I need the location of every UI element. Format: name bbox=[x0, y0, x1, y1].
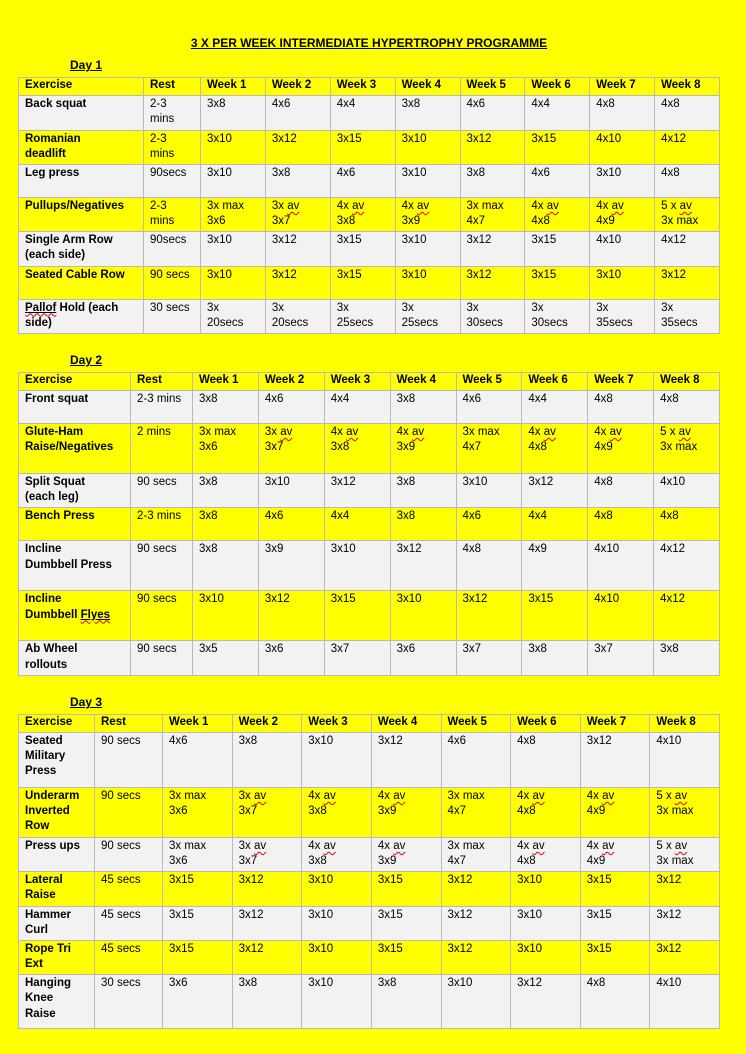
week-cell: 3x6 bbox=[163, 975, 233, 1029]
rest-cell: 90 secs bbox=[131, 541, 193, 591]
week-cell: 3x12 bbox=[265, 266, 330, 299]
week-cell: 3x15 bbox=[580, 872, 650, 906]
exercise-name: Seated Military Press bbox=[19, 732, 95, 787]
column-header: Rest bbox=[95, 714, 163, 732]
week-cell: 3x12 bbox=[456, 591, 522, 641]
table-row bbox=[19, 96, 720, 130]
week-cell: 3x12 bbox=[655, 266, 720, 299]
table-row bbox=[19, 975, 720, 1029]
column-header: Rest bbox=[131, 372, 193, 390]
table-row bbox=[19, 872, 720, 906]
week-cell: 3x10 bbox=[395, 232, 460, 266]
week-cell: 4x8 bbox=[655, 96, 720, 130]
day-label: Day 3 bbox=[70, 694, 103, 709]
week-cell: 4x av 4x8 bbox=[511, 837, 581, 871]
week-cell: 4x av 3x8 bbox=[302, 837, 372, 871]
week-cell: 4x12 bbox=[655, 130, 720, 164]
column-header: Week 1 bbox=[193, 372, 259, 390]
week-cell: 3x12 bbox=[232, 906, 302, 940]
week-cell: 3x8 bbox=[265, 164, 330, 197]
week-cell: 3x7 bbox=[588, 641, 654, 675]
column-header: Exercise bbox=[19, 78, 144, 96]
week-cell: 3x av 3x7 bbox=[232, 787, 302, 837]
table-row bbox=[19, 130, 720, 164]
week-cell: 3x8 bbox=[390, 391, 456, 424]
column-header: Week 8 bbox=[650, 714, 720, 732]
week-cell: 4x10 bbox=[588, 591, 654, 641]
week-cell: 4x8 bbox=[588, 391, 654, 424]
week-cell: 3x12 bbox=[390, 541, 456, 591]
week-cell: 3x8 bbox=[232, 732, 302, 787]
week-cell: 3x10 bbox=[511, 940, 581, 974]
week-cell: 4x8 bbox=[655, 164, 720, 197]
week-cell: 3x12 bbox=[441, 906, 511, 940]
exercise-name: Front squat bbox=[19, 391, 131, 424]
table-row bbox=[19, 232, 720, 266]
week-cell: 3x10 bbox=[201, 232, 266, 266]
week-cell: 4x6 bbox=[456, 391, 522, 424]
week-cell: 4x av 4x9 bbox=[588, 424, 654, 474]
week-cell: 3x10 bbox=[302, 872, 372, 906]
day-2-section bbox=[18, 353, 720, 676]
week-cell: 4x av 3x9 bbox=[390, 424, 456, 474]
table-row bbox=[19, 164, 720, 197]
week-cell: 4x6 bbox=[258, 391, 324, 424]
week-cell: 3x10 bbox=[302, 975, 372, 1029]
week-cell: 4x10 bbox=[650, 732, 720, 787]
week-cell: 3x max 4x7 bbox=[441, 787, 511, 837]
week-cell: 5 x av 3x max bbox=[654, 424, 720, 474]
week-cell: 3x12 bbox=[522, 474, 588, 508]
week-cell: 3x max 3x6 bbox=[201, 197, 266, 231]
week-cell: 3x10 bbox=[511, 872, 581, 906]
week-cell: 4x6 bbox=[441, 732, 511, 787]
week-cell: 3x10 bbox=[395, 164, 460, 197]
table-row bbox=[19, 391, 720, 424]
week-cell: 3x 30secs bbox=[525, 299, 590, 333]
week-cell: 4x8 bbox=[654, 391, 720, 424]
week-cell: 3x8 bbox=[395, 96, 460, 130]
week-cell: 3x10 bbox=[201, 266, 266, 299]
week-cell: 3x15 bbox=[330, 232, 395, 266]
week-cell: 4x av 4x9 bbox=[580, 837, 650, 871]
week-cell: 4x10 bbox=[590, 232, 655, 266]
column-header: Exercise bbox=[19, 714, 95, 732]
exercise-name: Split Squat (each leg) bbox=[19, 474, 131, 508]
day-1-table bbox=[18, 77, 720, 334]
week-cell: 3x7 bbox=[456, 641, 522, 675]
week-cell: 3x15 bbox=[580, 940, 650, 974]
table-row bbox=[19, 424, 720, 474]
day-1-section bbox=[18, 58, 720, 334]
week-cell: 3x15 bbox=[330, 130, 395, 164]
week-cell: 3x 35secs bbox=[590, 299, 655, 333]
exercise-name: Glute-Ham Raise/Negatives bbox=[19, 424, 131, 474]
week-cell: 3x8 bbox=[193, 391, 259, 424]
column-header: Week 3 bbox=[302, 714, 372, 732]
column-header: Exercise bbox=[19, 372, 131, 390]
week-cell: 4x12 bbox=[655, 232, 720, 266]
week-cell: 4x8 bbox=[456, 541, 522, 591]
week-cell: 3x8 bbox=[654, 641, 720, 675]
week-cell: 4x12 bbox=[654, 591, 720, 641]
table-row bbox=[19, 266, 720, 299]
week-cell: 3x av 3x7 bbox=[265, 197, 330, 231]
rest-cell: 30 secs bbox=[144, 299, 201, 333]
week-cell: 4x6 bbox=[258, 508, 324, 541]
week-cell: 3x15 bbox=[163, 906, 233, 940]
week-cell: 3x10 bbox=[390, 591, 456, 641]
column-header: Week 2 bbox=[265, 78, 330, 96]
week-cell: 3x8 bbox=[201, 96, 266, 130]
table-row bbox=[19, 197, 720, 231]
week-cell: 3x12 bbox=[258, 591, 324, 641]
week-cell: 4x8 bbox=[588, 508, 654, 541]
exercise-name: Ab Wheel rollouts bbox=[19, 641, 131, 675]
week-cell: 4x av 4x9 bbox=[590, 197, 655, 231]
week-cell: 4x av 3x8 bbox=[324, 424, 390, 474]
rest-cell: 90 secs bbox=[95, 732, 163, 787]
week-cell: 4x av 3x8 bbox=[330, 197, 395, 231]
column-header: Week 3 bbox=[330, 78, 395, 96]
week-cell: 3x8 bbox=[193, 474, 259, 508]
table-row bbox=[19, 641, 720, 675]
week-cell: 3x15 bbox=[371, 906, 441, 940]
table-row bbox=[19, 906, 720, 940]
rest-cell: 90secs bbox=[144, 232, 201, 266]
week-cell: 4x10 bbox=[654, 474, 720, 508]
header-row bbox=[19, 714, 720, 732]
week-cell: 3x10 bbox=[441, 975, 511, 1029]
rest-cell: 2 mins bbox=[131, 424, 193, 474]
week-cell: 3x max 3x6 bbox=[163, 837, 233, 871]
week-cell: 4x10 bbox=[588, 541, 654, 591]
rest-cell: 2-3 mins bbox=[131, 391, 193, 424]
week-cell: 4x10 bbox=[590, 130, 655, 164]
week-cell: 3x12 bbox=[460, 232, 525, 266]
week-cell: 4x4 bbox=[324, 391, 390, 424]
week-cell: 3x15 bbox=[163, 940, 233, 974]
rest-cell: 30 secs bbox=[95, 975, 163, 1029]
week-cell: 3x8 bbox=[522, 641, 588, 675]
column-header: Week 4 bbox=[371, 714, 441, 732]
week-cell: 3x12 bbox=[580, 732, 650, 787]
week-cell: 3x12 bbox=[371, 732, 441, 787]
week-cell: 4x6 bbox=[330, 164, 395, 197]
exercise-name: Single Arm Row (each side) bbox=[19, 232, 144, 266]
week-cell: 4x av 3x9 bbox=[371, 787, 441, 837]
week-cell: 3x15 bbox=[525, 130, 590, 164]
week-cell: 3x8 bbox=[371, 975, 441, 1029]
table-row bbox=[19, 787, 720, 837]
column-header: Week 6 bbox=[525, 78, 590, 96]
week-cell: 4x8 bbox=[580, 975, 650, 1029]
week-cell: 4x9 bbox=[522, 541, 588, 591]
rest-cell: 2-3 mins bbox=[144, 96, 201, 130]
day-3-section bbox=[18, 695, 720, 1030]
week-cell: 3x15 bbox=[522, 591, 588, 641]
exercise-name: Hammer Curl bbox=[19, 906, 95, 940]
column-header: Week 4 bbox=[395, 78, 460, 96]
week-cell: 3x15 bbox=[330, 266, 395, 299]
rest-cell: 90 secs bbox=[131, 474, 193, 508]
day-label: Day 2 bbox=[70, 352, 103, 367]
column-header: Week 2 bbox=[258, 372, 324, 390]
day-3-table bbox=[18, 714, 720, 1030]
week-cell: 3x10 bbox=[201, 130, 266, 164]
week-cell: 5 x av 3x max bbox=[650, 837, 720, 871]
week-cell: 3x10 bbox=[456, 474, 522, 508]
column-header: Week 1 bbox=[163, 714, 233, 732]
week-cell: 3x8 bbox=[193, 508, 259, 541]
week-cell: 3x10 bbox=[193, 591, 259, 641]
exercise-name: Press ups bbox=[19, 837, 95, 871]
week-cell: 4x6 bbox=[460, 96, 525, 130]
week-cell: 3x max 3x6 bbox=[193, 424, 259, 474]
exercise-name: Underarm Inverted Row bbox=[19, 787, 95, 837]
column-header: Week 8 bbox=[655, 78, 720, 96]
week-cell: 4x av 3x9 bbox=[395, 197, 460, 231]
column-header: Week 7 bbox=[580, 714, 650, 732]
column-header: Week 6 bbox=[511, 714, 581, 732]
week-cell: 3x10 bbox=[302, 906, 372, 940]
exercise-name: Seated Cable Row bbox=[19, 266, 144, 299]
week-cell: 4x av 3x9 bbox=[371, 837, 441, 871]
week-cell: 3x8 bbox=[390, 474, 456, 508]
week-cell: 3x12 bbox=[265, 232, 330, 266]
week-cell: 4x4 bbox=[525, 96, 590, 130]
week-cell: 3x 20secs bbox=[201, 299, 266, 333]
week-cell: 5 x av 3x max bbox=[650, 787, 720, 837]
column-header: Week 7 bbox=[590, 78, 655, 96]
week-cell: 3x 35secs bbox=[655, 299, 720, 333]
rest-cell: 45 secs bbox=[95, 872, 163, 906]
week-cell: 3x10 bbox=[302, 732, 372, 787]
rest-cell: 90 secs bbox=[131, 641, 193, 675]
week-cell: 4x8 bbox=[654, 508, 720, 541]
table-row bbox=[19, 837, 720, 871]
week-cell: 3x12 bbox=[324, 474, 390, 508]
week-cell: 3x12 bbox=[460, 130, 525, 164]
week-cell: 3x max 4x7 bbox=[456, 424, 522, 474]
rest-cell: 90 secs bbox=[95, 787, 163, 837]
table-row bbox=[19, 299, 720, 333]
week-cell: 3x15 bbox=[525, 232, 590, 266]
exercise-name: Rope Tri Ext bbox=[19, 940, 95, 974]
column-header: Week 6 bbox=[522, 372, 588, 390]
table-row bbox=[19, 474, 720, 508]
week-cell: 4x4 bbox=[522, 391, 588, 424]
week-cell: 3x10 bbox=[511, 906, 581, 940]
week-cell: 3x10 bbox=[324, 541, 390, 591]
week-cell: 3x10 bbox=[395, 266, 460, 299]
week-cell: 3x8 bbox=[232, 975, 302, 1029]
rest-cell: 90 secs bbox=[144, 266, 201, 299]
exercise-name: Romanian deadlift bbox=[19, 130, 144, 164]
column-header: Week 2 bbox=[232, 714, 302, 732]
week-cell: 4x av 4x9 bbox=[580, 787, 650, 837]
week-cell: 3x15 bbox=[580, 906, 650, 940]
week-cell: 4x4 bbox=[522, 508, 588, 541]
week-cell: 4x av 4x8 bbox=[522, 424, 588, 474]
week-cell: 3x15 bbox=[163, 872, 233, 906]
week-cell: 3x15 bbox=[525, 266, 590, 299]
exercise-name: Lateral Raise bbox=[19, 872, 95, 906]
week-cell: 3x10 bbox=[201, 164, 266, 197]
column-header: Week 5 bbox=[441, 714, 511, 732]
week-cell: 3x12 bbox=[441, 940, 511, 974]
header-row bbox=[19, 78, 720, 96]
table-row bbox=[19, 940, 720, 974]
week-cell: 4x12 bbox=[654, 541, 720, 591]
rest-cell: 45 secs bbox=[95, 906, 163, 940]
week-cell: 3x15 bbox=[324, 591, 390, 641]
rest-cell: 2-3 mins bbox=[131, 508, 193, 541]
week-cell: 3x15 bbox=[371, 872, 441, 906]
table-row bbox=[19, 541, 720, 591]
column-header: Rest bbox=[144, 78, 201, 96]
week-cell: 4x8 bbox=[590, 96, 655, 130]
week-cell: 4x6 bbox=[525, 164, 590, 197]
table-row bbox=[19, 508, 720, 541]
rest-cell: 90 secs bbox=[131, 591, 193, 641]
week-cell: 4x av 3x8 bbox=[302, 787, 372, 837]
column-header: Week 4 bbox=[390, 372, 456, 390]
week-cell: 3x8 bbox=[460, 164, 525, 197]
day-label: Day 1 bbox=[70, 58, 103, 72]
week-cell: 3x6 bbox=[258, 641, 324, 675]
week-cell: 3x7 bbox=[324, 641, 390, 675]
exercise-name: Pullups/Negatives bbox=[19, 197, 144, 231]
exercise-name: Bench Press bbox=[19, 508, 131, 541]
week-cell: 4x6 bbox=[163, 732, 233, 787]
week-cell: 3x 25secs bbox=[330, 299, 395, 333]
week-cell: 3x max 3x6 bbox=[163, 787, 233, 837]
rest-cell: 2-3 mins bbox=[144, 130, 201, 164]
table-row bbox=[19, 732, 720, 787]
week-cell: 3x10 bbox=[590, 266, 655, 299]
week-cell: 3x10 bbox=[395, 130, 460, 164]
week-cell: 3x5 bbox=[193, 641, 259, 675]
week-cell: 3x10 bbox=[302, 940, 372, 974]
week-cell: 3x12 bbox=[441, 872, 511, 906]
rest-cell: 2-3 mins bbox=[144, 197, 201, 231]
week-cell: 3x av 3x7 bbox=[232, 837, 302, 871]
week-cell: 3x 30secs bbox=[460, 299, 525, 333]
column-header: Week 7 bbox=[588, 372, 654, 390]
week-cell: 3x12 bbox=[232, 872, 302, 906]
rest-cell: 90 secs bbox=[95, 837, 163, 871]
exercise-name: Incline Dumbbell Flyes bbox=[19, 591, 131, 641]
week-cell: 3x12 bbox=[460, 266, 525, 299]
week-cell: 3x10 bbox=[590, 164, 655, 197]
column-header: Week 8 bbox=[654, 372, 720, 390]
week-cell: 4x4 bbox=[330, 96, 395, 130]
week-cell: 3x12 bbox=[650, 940, 720, 974]
column-header: Week 1 bbox=[201, 78, 266, 96]
week-cell: 5 x av 3x max bbox=[655, 197, 720, 231]
column-header: Week 5 bbox=[460, 78, 525, 96]
exercise-name: Hanging Knee Raise bbox=[19, 975, 95, 1029]
week-cell: 4x6 bbox=[265, 96, 330, 130]
week-cell: 3x max 4x7 bbox=[441, 837, 511, 871]
week-cell: 4x6 bbox=[456, 508, 522, 541]
week-cell: 3x av 3x7 bbox=[258, 424, 324, 474]
week-cell: 3x12 bbox=[650, 906, 720, 940]
rest-cell: 90secs bbox=[144, 164, 201, 197]
week-cell: 4x4 bbox=[324, 508, 390, 541]
exercise-name: Leg press bbox=[19, 164, 144, 197]
exercise-name: Pallof Hold (each side) bbox=[19, 299, 144, 333]
column-header: Week 5 bbox=[456, 372, 522, 390]
week-cell: 4x8 bbox=[511, 732, 581, 787]
page-title: 3 X PER WEEK INTERMEDIATE HYPERTROPHY PROGRAMME bbox=[190, 36, 548, 50]
column-header: Week 3 bbox=[324, 372, 390, 390]
week-cell: 4x10 bbox=[650, 975, 720, 1029]
week-cell: 3x9 bbox=[258, 541, 324, 591]
week-cell: 3x12 bbox=[232, 940, 302, 974]
week-cell: 3x6 bbox=[390, 641, 456, 675]
day-2-table bbox=[18, 372, 720, 676]
week-cell: 3x15 bbox=[371, 940, 441, 974]
week-cell: 3x8 bbox=[193, 541, 259, 591]
week-cell: 4x av 4x8 bbox=[525, 197, 590, 231]
week-cell: 3x max 4x7 bbox=[460, 197, 525, 231]
week-cell: 3x8 bbox=[390, 508, 456, 541]
rest-cell: 45 secs bbox=[95, 940, 163, 974]
week-cell: 4x av 4x8 bbox=[511, 787, 581, 837]
table-row bbox=[19, 591, 720, 641]
exercise-name: Incline Dumbbell Press bbox=[19, 541, 131, 591]
week-cell: 3x 20secs bbox=[265, 299, 330, 333]
week-cell: 3x10 bbox=[258, 474, 324, 508]
week-cell: 3x 25secs bbox=[395, 299, 460, 333]
exercise-name: Back squat bbox=[19, 96, 144, 130]
week-cell: 3x12 bbox=[265, 130, 330, 164]
week-cell: 4x8 bbox=[588, 474, 654, 508]
header-row bbox=[19, 372, 720, 390]
week-cell: 3x12 bbox=[650, 872, 720, 906]
week-cell: 3x12 bbox=[511, 975, 581, 1029]
